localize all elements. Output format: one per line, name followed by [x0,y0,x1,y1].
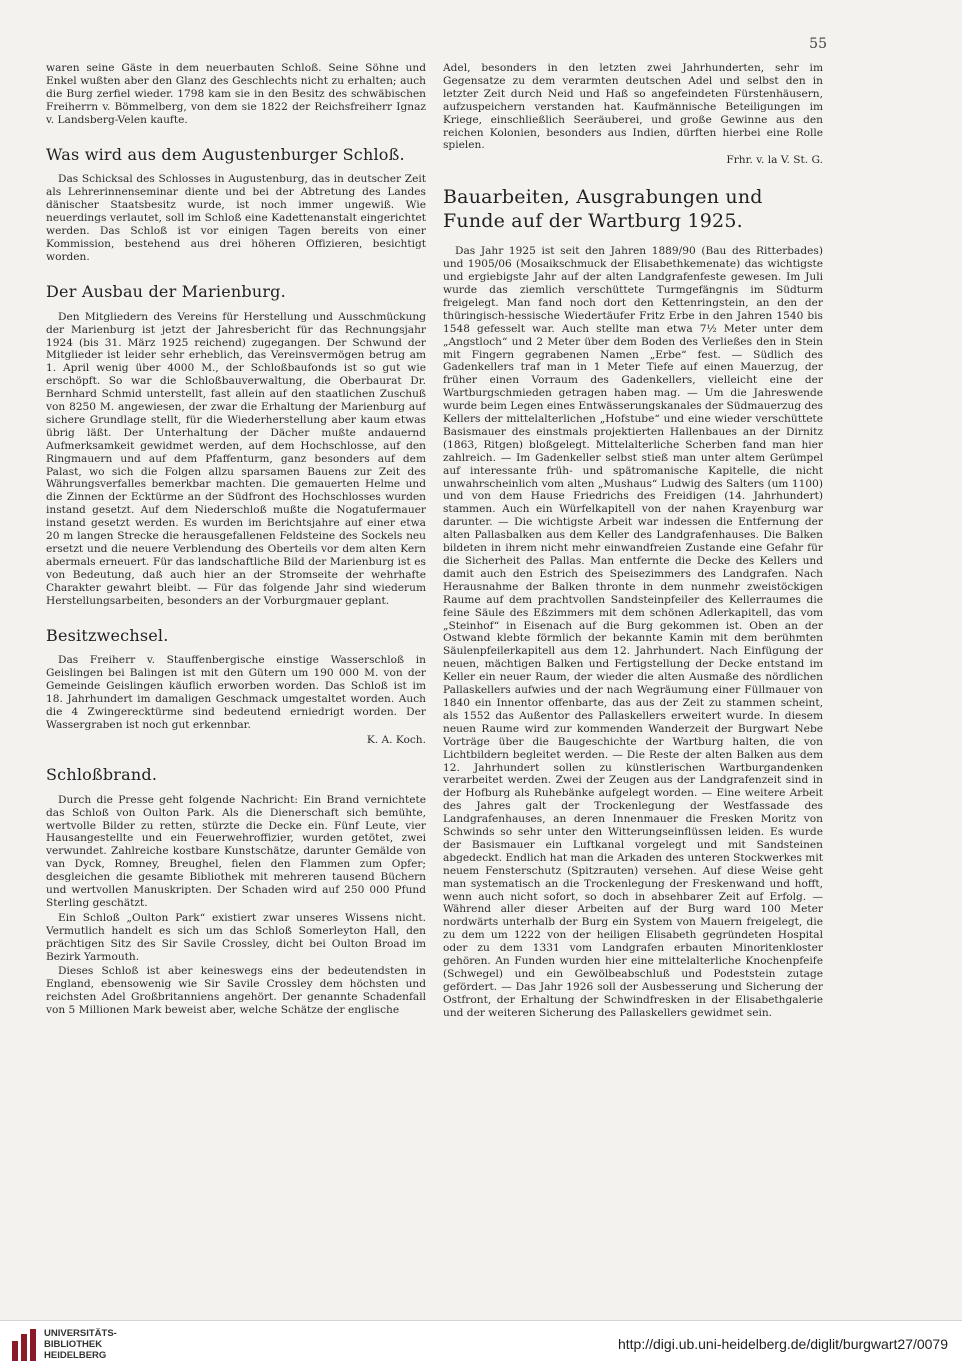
logo-line-2: BIBLIOTHEK [44,1339,103,1350]
paragraph-wartburg: Das Jahr 1925 ist seit den Jahren 1889/90 (Bau des Ritterbades) und 1905/06 (Mosaikschmuck der Elisabethkemenate) das wichtigste und ergiebigste Jahr auf der alten Landgrafenfeste gewesen. Im Juli wurde das ziemlich verschüttete Turmgefängnis im Südturm freigelegt. Man fand noch dort den Kettenringstein, an den der thüringisch-hessische Wiedertäufer Fritz Erbe in den Jahren 1540 bis 1548 gefesselt war. Auch stellte man etwa 7½ Meter unter dem „Angstloch“ und 2 Meter über dem Boden des Verließes den in Stein mit Fingern gegrabenen Namen „Erbe“ fest. — Südlich des Gadenkellers traf man in 1 Meter Tiefe auf einen Mauerzug, der früher einen Vorraum des Gadenkellers, vielleicht eine der Wartburgschmieden getragen haben mag. — Um die Jahreswende wurde beim Legen eines Entwässerungskanales der Südmauerzug des Kellers der mittelalterlichen „Hofstube“ und eine wieder verschüttete Basismauer des einstmals projektierten Hallenbaues an der Dirnitz (1863, Ritgen) bloßgelegt. Mittelalterliche Scherben fand man hier zahlreich. — Im Gadenkeller selbst stieß man unter altem Gerümpel auf interessante früh- und spätromanische Kapitelle, die nicht unwahrscheinlich vom alten „Mushaus“ Ludwig des Salters (um 1100) und von dem Hause Friedrichs des Freidigen (14. Jahrhundert) stammen. Auch ein Würfelkapitell von der nahen Krayenburg war darunter. — Die wichtigste Arbeit war indessen die Entfernung der alten Pallasbalken aus dem Keller des Landgrafenhauses. Die Balken bildeten in ihrem nicht mehr einwandfreien Zustande eine Gefahr für die Sicherheit des Pallas. Man entfernte die Decke des Kellers und damit auch den Estrich des Speisezimmers des Landgrafen. Nach Herausnahme der Balken thronte in dem nunmehr zweistöckigen Raume auf dem prachtvollen Sandsteinpfeiler des Kellerraumes die feine Säule des Eßzimmers mit dem schönen Adlerkapitell, das vom „Steinhof“ in Eisenach auf die Burg gekommen ist. Oben an der Ostwand klebte förmlich der bekannte Kamin mit dem berühmten Säulenpfeilerkapitell aus dem 12. Jahrhundert. Nach Einfügung der neuen, mächtigen Balken und Fertigstellung der Decke entstand im Keller ein neuer Raum, der wieder die alten Ausmaße des nördlichen Pallaskellers aufwies und der nach Wegräumung einer Füllmauer von 1840 ein Innentor offenbarte, das aus der Zeit zu stammen scheint, als 1552 das Außentor des Pallaskellers erweitert wurde. In diesem neuen Raume wird zur kommenden Wanderzeit der Burgwart Nebe Vorträge über die Baugeschichte der Wartburg halten, die von Lichtbildern begleitet werden. — Die Reste der alten Balken aus dem 12. Jahrhundert sollen zu künstlerischen Wartburgandenken verarbeitet werden. Zwei der Zeugen aus der Landgrafenzeit sind in der Hofburg als Ruhebänke aufgelegt worden. — Eine weitere Arbeit des Jahres galt der Trockenlegung der Westfassade des Landgrafenhauses, an deren Innenmauer die Fresken Moritz von Schwinds so sehr unter den Witterungseinflüssen leiden. Es wurde der Basismauer ein Luftkanal vorgelegt und mit Sandsteinen abgedeckt. Endlich hat man die Arkaden des unteren Stockwerkes mit neuem Fensterschutz (Spitzrauten) versehen. Auf diese Weise geht man systematisch an die Trockenlegung der Freskenwand und hofft, wenn auch nicht sofort, so doch in absehbarer Zeit auf Erfolg. — Während aller dieser Arbeiten auf der Burg ward 100 Meter nordwärts unterhalb der Burg ein System von Mauern freigelegt, die zu dem um 1222 von der heiligen Elisabeth gegründeten Hospital oder zu dem 1331 vom Landgrafen erbauten Minoritenkloster gehören. An Funden wurden hier eine mittelalterliche Knochenpfeife (Schwegel) und ein Gewölbeabschluß und Podeststein zutage gefördert. — Das Jahr 1926 soll der Ausbesserung und Sicherung der Ostfront, der Erhaltung der Schwindfresken in der Elisabethgalerie und der weiteren Sicherung des Pallaskellers gewidmet sein. [443,245,823,1019]
heading-wartburg: Bauarbeiten, Ausgrabungen und Funde auf der Wartburg 1925. [443,186,763,233]
paragraph-schlossbrand-1: Durch die Presse geht folgende Nachricht: Ein Brand vernichtete das Schloß von Oulton Park. Als die Dienerschaft sich bemühte, wertvolle Bilder zu retten, stürzte die Decke ein. Fünf Leute, vier Hausangestellte und ein Feuerwehroffizier, wurden getötet, zwei verwundet. Zahlreiche kostbare Kunstschätze, darunter Gemälde von van Dyck, Romney, Breughel, fielen den Flammen zum Opfer; desgleichen die gesamte Bibliothek mit mehreren tausend Büchern und wertvollen Manuskripten. Der Schaden wird auf 250 000 Pfund Sterling geschätzt. [46,793,426,909]
paragraph-augustenburg: Das Schicksal des Schlosses in Augustenburg, das in deutscher Zeit als Lehrerinnenseminar diente und bei der Abtretung des Landes dänischer Staatsbesitz wurde, ist noch immer ungewiß. Wie neuerdings verlautet, soll im Schloß eine Kadettenanstalt eingerichtet werden. Das Schloß ist vor einigen Tagen bereits von einer Kommission, bestehend aus drei höheren Offizieren, besichtigt worden. [46,173,426,263]
paragraph-schlossbrand-3: Dieses Schloß ist aber keineswegs eins der bedeutendsten in England, ebensowenig wie Sir Savile Crossley dem höchsten und reichsten Adel Großbritanniens angehört. Der genannte Schadenfall von 5 Millionen Mark beweist aber, welche Schätze der englische [46,965,426,1017]
continuation-paragraph: Adel, besonders in den letzten zwei Jahrhunderten, sehr im Gegensatze zu dem verarmten deutschen Adel und selbst den in letzter Zeit durch Neid und Haß so angefeindeten Fürstenhäusern, aufzuspeichern verstanden hat. Kaufmännische Beteiligungen im Kriege, einschließlich Seeräuberei, und große Gewinne aus den reichen Kolonien, besonders aus Indien, dürften hierbei eine Rolle spielen. [443,62,823,152]
signature-besitzwechsel: K. A. Koch. [366,733,426,746]
footer-bar [0,1320,962,1368]
right-column [443,62,823,1302]
permalink-url[interactable]: http://digi.ub.uni-heidelberg.de/diglit/burgwart27/0079 [617,1336,948,1352]
left-column [46,62,426,1302]
signature-continuation: Frhr. v. la V. St. G. [726,154,823,167]
logo-text [44,1328,117,1361]
heading-marienburg: Der Ausbau der Marienburg. [46,281,286,301]
logo-line-1: UNIVERSITÄTS- [44,1328,117,1339]
heading-schlossbrand: Schloßbrand. [46,764,158,784]
heading-besitzwechsel: Besitzwechsel. [46,625,169,645]
paragraph-marienburg: Den Mitgliedern des Vereins für Herstellung und Ausschmückung der Marienburg ist jetzt der Jahresbericht für das Rechnungsjahr 1924 (bis 31. März 1925 reichend) zugegangen. Der Schwund der Mitglieder ist leider sehr erheblich, das Vereinsvermögen betrug am 1. April wenig über 4000 M., der Schloßbaufonds ist so gut wie erschöpft. So war die Schloßbauverwaltung, die Oberbaurat Dr. Bernhard Schmid unterstellt, fast allein auf den staatlichen Zuschuß von 8250 M. angewiesen, der zwar die Erhaltung der Marienburg auf sichere Grundlage stellt, für die Wiederherstellung aber kaum etwas übrig läßt. Der Unterhaltung der Dächer mußte andauernd Aufmerksamkeit gewidmet werden, auf dem Hochschlosse, auf den Ringmauern und auf dem Pfaffenturm, ganz besonders auf dem Palast, wo sich die Folgen allzu sparsamen Bauens zur Zeit des Währungsverfalles bemerkbar machten. Die gemauerten Helme und die Zinnen der Ecktürme an der Südfront des Hochschlosses wurden instand gesetzt. Auf dem Niederschloß mußte die Nogatufermauer instand gesetzt werden. Es wurden im Berichtsjahre auf einer etwa 20 m langen Strecke die herausgefallenen Feldsteine des Sockels neu ersetzt und die neuere Verblendung des Oberteils vor dem alten Kern abermals erneuert. Für das landschaftliche Bild der Marienburg ist es von Bedeutung, daß auch hier an der Stromseite der wehrhafte Charakter gewahrt bleibt. — Für das folgende Jahr sind wiederum Herstellungsarbeiten, besonders an der Vorburgmauer geplant. [46,310,426,607]
intro-paragraph: waren seine Gäste in dem neuerbauten Schloß. Seine Söhne und Enkel wußten aber den Glanz des Geschlechts nicht zu erhalten; auch die Burg zerfiel wieder. 1798 kam sie in den Besitz des schwäbischen Freiherrn v. Bömmelberg, von dem sie 1822 der Reichsfreiherr Ignaz v. Landsberg-Velen kaufte. [46,62,426,126]
heading-augustenburg: Was wird aus dem Augustenburger Schloß. [46,144,405,164]
university-library-logo[interactable] [12,1328,117,1361]
library-logo-icon [12,1329,36,1361]
page-number: 55 [809,36,827,52]
paragraph-schlossbrand-2: Ein Schloß „Oulton Park“ existiert zwar unseres Wissens nicht. Vermutlich handelt es sich um das Schloß Somerleyton Hall, den prächtigen Sitz des Sir Savile Crossley, dicht bei Oulton Broad im Bezirk Yarmouth. [46,911,426,963]
paragraph-besitzwechsel: Das Freiherr v. Stauffenbergische einstige Wasserschloß in Geislingen bei Balingen ist mit den Gütern um 190 000 M. von der Gemeinde Geislingen käuflich erworben worden. Das Schloß ist im 18. Jahrhundert im damaligen Geschmack umgestaltet worden. Auch die 4 Zwingerecktürme sind bedeutend erniedrigt worden. Der Wassergraben ist noch gut erkennbar. [46,654,426,731]
logo-line-3: HEIDELBERG [44,1350,107,1361]
